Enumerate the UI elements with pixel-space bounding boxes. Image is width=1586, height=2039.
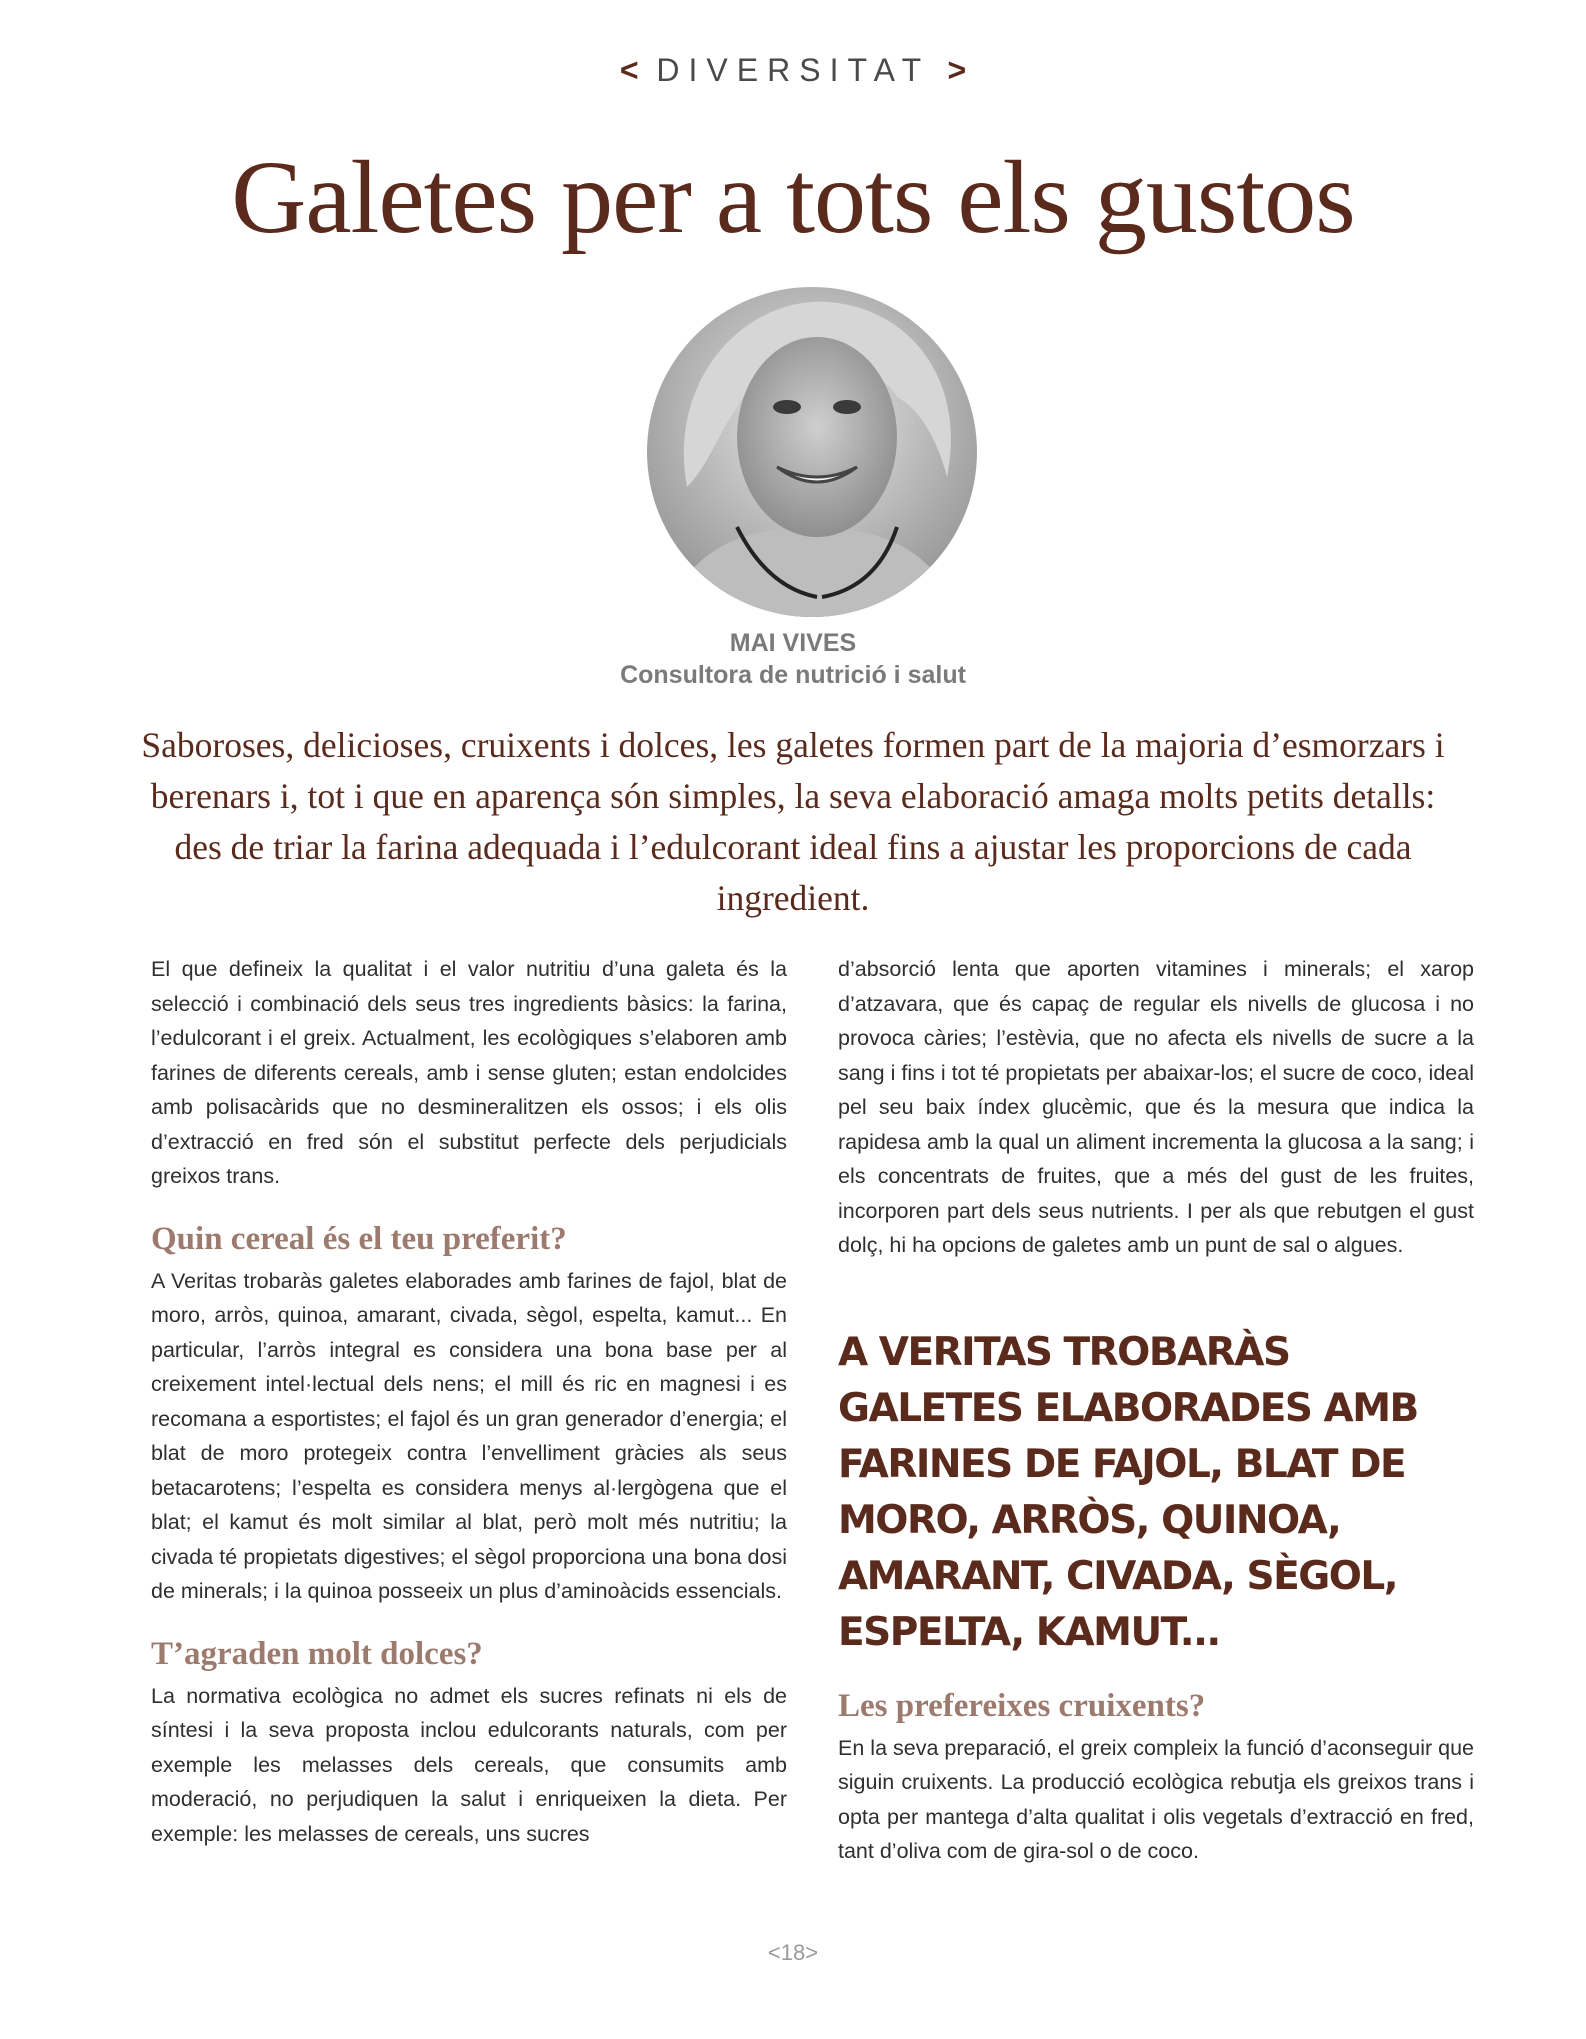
- author-name: MAI VIVES: [729, 629, 857, 657]
- crunchy-paragraph: En la seva preparació, el greix compleix la funció d’aconseguir que siguin cruixents. La producció ecològica rebutja els greixos trans i opta per mantega d’alta qualitat i olis vegetals d’extracció en fred, tant d’oliva com de gira-sol o de coco.: [838, 1735, 1474, 1863]
- sweet-paragraph-end: d’absorció lenta que aporten vitamines i minerals; el xarop d’atzavara, que és capaç de regular els nivells de glucosa i no provoca càries; l’estèvia, que no afecta els nivells de sucre a la sang i fins i tot té propietats per abaixar-los; el sucre de coco, ideal pel seu baix índex glucèmic, que és la mesura que indica la rapidesa amb la qual un aliment incrementa la glucosa a la sang; i els concentrats de fruites, que a més del gust de les fruites, incorporen part dels seus nutrients. I per als que rebutgen el gust dolç, hi ha opcions de galetes amb un punt de sal o algues.: [838, 957, 1474, 1257]
- chevron-right-icon: >: [947, 52, 967, 88]
- pull-quote: A VERITAS TROBARÀS GALETES ELABORADES AMB FARINES DE FAJOL, BLAT DE MORO, ARRÒS, QUINOA, AMARANT, CIVADA, SÈGOL, ESPELTA, KAMUT...: [838, 1329, 1418, 1655]
- section-label: DIVERSITAT: [656, 52, 930, 88]
- section-tag: [0, 52, 1586, 89]
- author-portrait: [647, 287, 977, 617]
- chevron-left-icon: <: [619, 52, 639, 88]
- right-column: [838, 952, 1474, 1869]
- chevron-right-icon: >: [805, 1940, 819, 1965]
- cereal-paragraph: A Veritas trobaràs galetes elaborades amb farines de fajol, blat de moro, arròs, quinoa, amarant, civada, sègol, espelta, kamut... En particular, l’arròs integral es considera una bona base per al creixement intel·lectual dels nens; el mill és ric en magnesi i es recomana a esportistes; el fajol és un gran generador d’energia; el blat de moro protegeix contra l’envelliment gràcies als seus betacarotens; l’espelta es considera menys al·lergògena que el blat; el kamut és molt similar al blat, però molt més nutritiu; la civada té propietats digestives; el sègol proporciona una bona dosi de minerals; i la quinoa posseeix un plus d’aminoàcids essencials.: [151, 1268, 787, 1603]
- intro-paragraph: El que defineix la qualitat i el valor nutritiu d’una galeta és la selecció i combinació dels seus tres ingredients bàsics: la farina, l’edulcorant i el greix. Actualment, les ecològiques s’elaboren amb farines de diferents cereals, amb i sense gluten; estan endolcides amb polisacàrids que no desmineralitzen els ossos; i els olis d’extracció en fred són el substitut perfecte dels perjudicials greixos trans.: [151, 957, 787, 1188]
- author-role: Consultora de nutrició i salut: [620, 661, 966, 689]
- page-number-value: 18: [780, 1940, 806, 1965]
- section-heading-cereal: Quin cereal és el teu preferit?: [151, 1220, 567, 1257]
- section-heading-sweet: T’agraden molt dolces?: [151, 1635, 483, 1672]
- sweet-paragraph-start: La normativa ecològica no admet els sucres refinats ni els de síntesi i la seva proposta inclou edulcorants naturals, com per exemple les melasses dels cereals, que consumits amb moderació, no perjudiquen la salut i enriqueixen la dieta. Per exemple: les melasses de cereals, uns sucres: [151, 1683, 787, 1846]
- section-heading-crunchy: Les prefereixes cruixents?: [838, 1687, 1206, 1724]
- left-column: [151, 952, 787, 1851]
- chevron-left-icon: <: [767, 1940, 781, 1965]
- lead-paragraph: Saboroses, delicioses, cruixents i dolces, les galetes formen part de la majoria d’esmorzars i berenars i, tot i que en aparença són simples, la seva elaboració amaga molts petits detalls: des de triar la farina adequada i l’edulcorant ideal fins a ajustar les proporcions de cada ingredient.: [141, 725, 1445, 918]
- author-block: [0, 627, 1586, 691]
- page-title: Galetes per a tots els gustos: [231, 140, 1355, 255]
- page-number: [0, 1940, 1586, 1966]
